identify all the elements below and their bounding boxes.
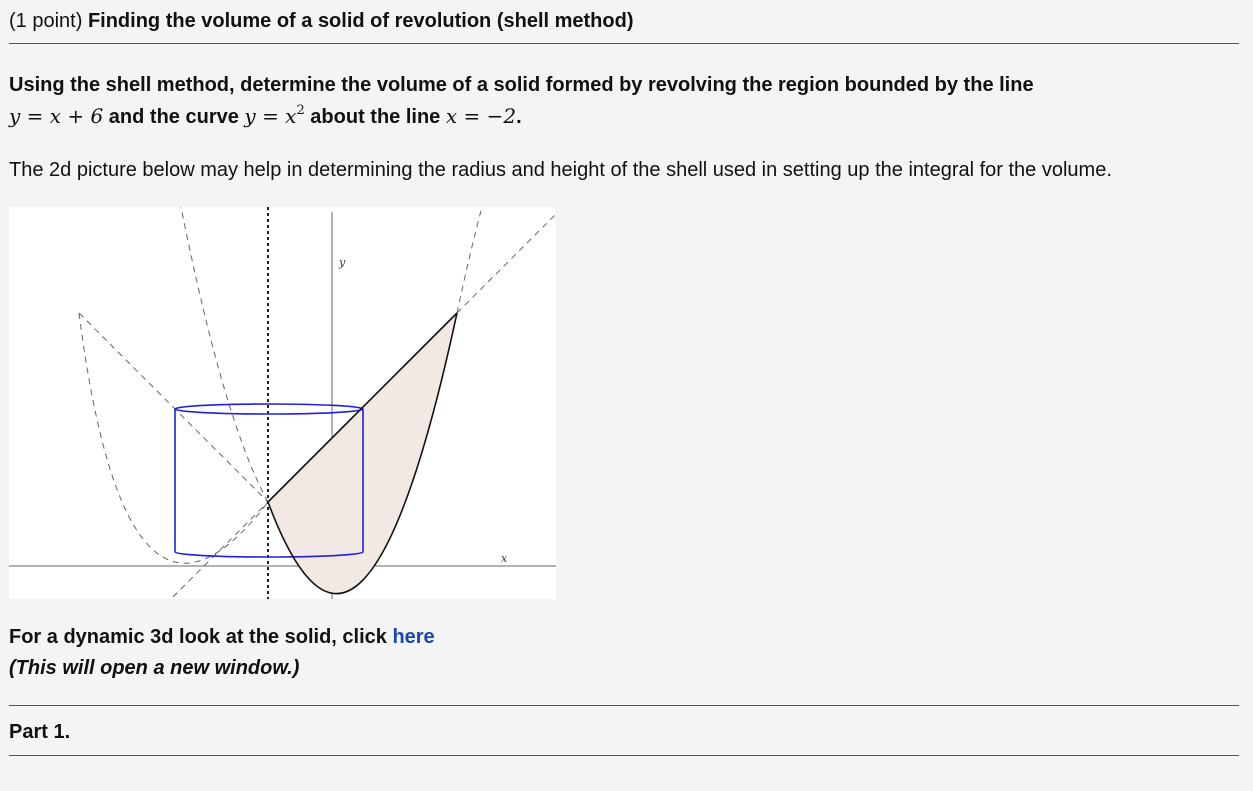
line-extension-upper (457, 214, 556, 313)
question-about-line: about the line (304, 106, 446, 128)
x-axis-label: x (501, 552, 508, 565)
parabola-extension-left (181, 207, 268, 502)
points-label: (1 point) (9, 10, 83, 32)
reflected-line (79, 313, 268, 502)
curve-exponent: 2 (296, 103, 305, 118)
line-equation: y = x + 6 (9, 104, 104, 128)
y-axis-label: y (339, 256, 346, 269)
question-and-curve: and the curve (103, 106, 245, 128)
figure-svg (9, 207, 556, 599)
question-end: . (516, 106, 522, 128)
part-divider-top (9, 705, 1239, 706)
axis-equation: x = −2 (445, 104, 517, 128)
part-divider-bottom (9, 755, 1239, 756)
problem-header (9, 9, 634, 33)
problem-title: Finding the volume of a solid of revolution (shell method) (87, 10, 634, 32)
reflected-parabola (79, 313, 268, 563)
part-label: Part 1. (9, 721, 71, 743)
line-extension-lower (173, 502, 268, 597)
intro-text: The 2d picture below may help in determining the radius and height of the shell used in setting up the integral for the volume. (9, 159, 1112, 181)
header-divider (9, 43, 1239, 44)
dynamic-view-line (9, 624, 435, 650)
parabola-extension-right (457, 207, 482, 313)
question-line-1: Using the shell method, determine the volume of a solid formed by revolving the region bounded by the line (9, 74, 1034, 96)
new-window-note: (This will open a new window.) (9, 657, 300, 679)
curve-equation-base: y = x (244, 104, 297, 128)
curve-equation (244, 104, 304, 128)
shell-method-figure (9, 207, 556, 599)
question-line-2 (9, 103, 522, 130)
dynamic-text: For a dynamic 3d look at the solid, click (9, 626, 393, 648)
here-link[interactable]: here (392, 626, 435, 648)
